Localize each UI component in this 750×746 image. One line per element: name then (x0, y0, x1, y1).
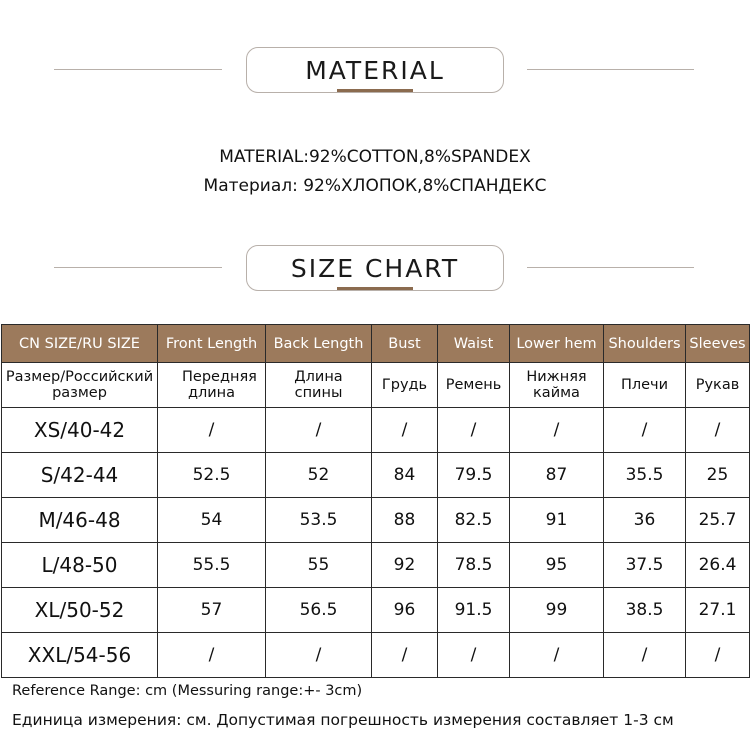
table-cell: / (604, 408, 686, 453)
header-waist-ru: Ремень (438, 363, 510, 408)
table-cell: 99 (510, 588, 604, 633)
table-cell: / (372, 633, 438, 678)
table-row (2, 543, 750, 588)
table-cell: / (372, 408, 438, 453)
header-front-length-ru: Передняя длина (158, 363, 266, 408)
table-cell: / (158, 633, 266, 678)
reference-range-ru: Единица измерения: см. Допустимая погрешность измерения составляет 1-3 см (12, 711, 674, 729)
table-cell: 27.1 (686, 588, 750, 633)
size-cell: S/42-44 (2, 453, 158, 498)
header-back-length: Back Length (266, 325, 372, 363)
table-cell: 91.5 (438, 588, 510, 633)
header-shoulders-ru: Плечи (604, 363, 686, 408)
size-cell: M/46-48 (2, 498, 158, 543)
title-underline (337, 287, 413, 290)
table-cell: / (438, 633, 510, 678)
table-cell: 84 (372, 453, 438, 498)
size-cell: XS/40-42 (2, 408, 158, 453)
reference-range-en: Reference Range: cm (Messuring range:+- 3cm) (12, 683, 363, 699)
size-chart-title: SIZE CHART (246, 245, 504, 291)
table-cell: 26.4 (686, 543, 750, 588)
table-cell: 55.5 (158, 543, 266, 588)
table-row (2, 408, 750, 453)
divider-left (54, 69, 222, 70)
header-front-length: Front Length (158, 325, 266, 363)
table-row (2, 633, 750, 678)
size-cell: XL/50-52 (2, 588, 158, 633)
table-cell: 57 (158, 588, 266, 633)
table-cell: 52 (266, 453, 372, 498)
table-cell: / (266, 408, 372, 453)
size-cell: L/48-50 (2, 543, 158, 588)
header-back-length-ru: Длина спины (266, 363, 372, 408)
material-section-header (0, 47, 750, 93)
table-cell: 25 (686, 453, 750, 498)
table-cell: 52.5 (158, 453, 266, 498)
divider-left (54, 267, 222, 268)
header-waist: Waist (438, 325, 510, 363)
material-title: MATERIAL (246, 47, 504, 93)
table-cell: 53.5 (266, 498, 372, 543)
header-size: CN SIZE/RU SIZE (2, 325, 158, 363)
divider-right (527, 267, 694, 268)
table-cell: 82.5 (438, 498, 510, 543)
header-bust: Bust (372, 325, 438, 363)
header-size-ru: Размер/Российский размер (2, 363, 158, 408)
header-sleeves: Sleeves (686, 325, 750, 363)
table-row (2, 588, 750, 633)
table-cell: / (510, 408, 604, 453)
material-line-en: MATERIAL:92%COTTON,8%SPANDEX (219, 147, 531, 167)
table-cell: 79.5 (438, 453, 510, 498)
table-cell: 35.5 (604, 453, 686, 498)
table-cell: 96 (372, 588, 438, 633)
table-cell: 87 (510, 453, 604, 498)
header-row-ru (2, 363, 750, 408)
header-shoulders: Shoulders (604, 325, 686, 363)
header-row-en (2, 325, 750, 363)
header-bust-ru: Грудь (372, 363, 438, 408)
header-lower-hem-ru: Нижняя кайма (510, 363, 604, 408)
size-chart-table (1, 324, 750, 678)
table-cell: 37.5 (604, 543, 686, 588)
table-cell: / (266, 633, 372, 678)
table-cell: 92 (372, 543, 438, 588)
table-cell: 78.5 (438, 543, 510, 588)
header-sleeves-ru: Рукав (686, 363, 750, 408)
table-cell: 88 (372, 498, 438, 543)
title-underline (337, 89, 413, 92)
table-cell: 56.5 (266, 588, 372, 633)
table-row (2, 453, 750, 498)
table-cell: 36 (604, 498, 686, 543)
material-line-ru: Материал: 92%ХЛОПОК,8%СПАНДЕКС (203, 176, 547, 196)
table-cell: 91 (510, 498, 604, 543)
table-cell: 54 (158, 498, 266, 543)
table-cell: / (158, 408, 266, 453)
table-cell: 38.5 (604, 588, 686, 633)
table-cell: 95 (510, 543, 604, 588)
table-cell: / (510, 633, 604, 678)
table-row (2, 498, 750, 543)
divider-right (527, 69, 694, 70)
header-lower-hem: Lower hem (510, 325, 604, 363)
table-cell: / (604, 633, 686, 678)
size-chart-section-header (0, 245, 750, 291)
table-cell: 55 (266, 543, 372, 588)
size-cell: XXL/54-56 (2, 633, 158, 678)
table-cell: 25.7 (686, 498, 750, 543)
table-cell: / (686, 408, 750, 453)
table-cell: / (686, 633, 750, 678)
table-cell: / (438, 408, 510, 453)
